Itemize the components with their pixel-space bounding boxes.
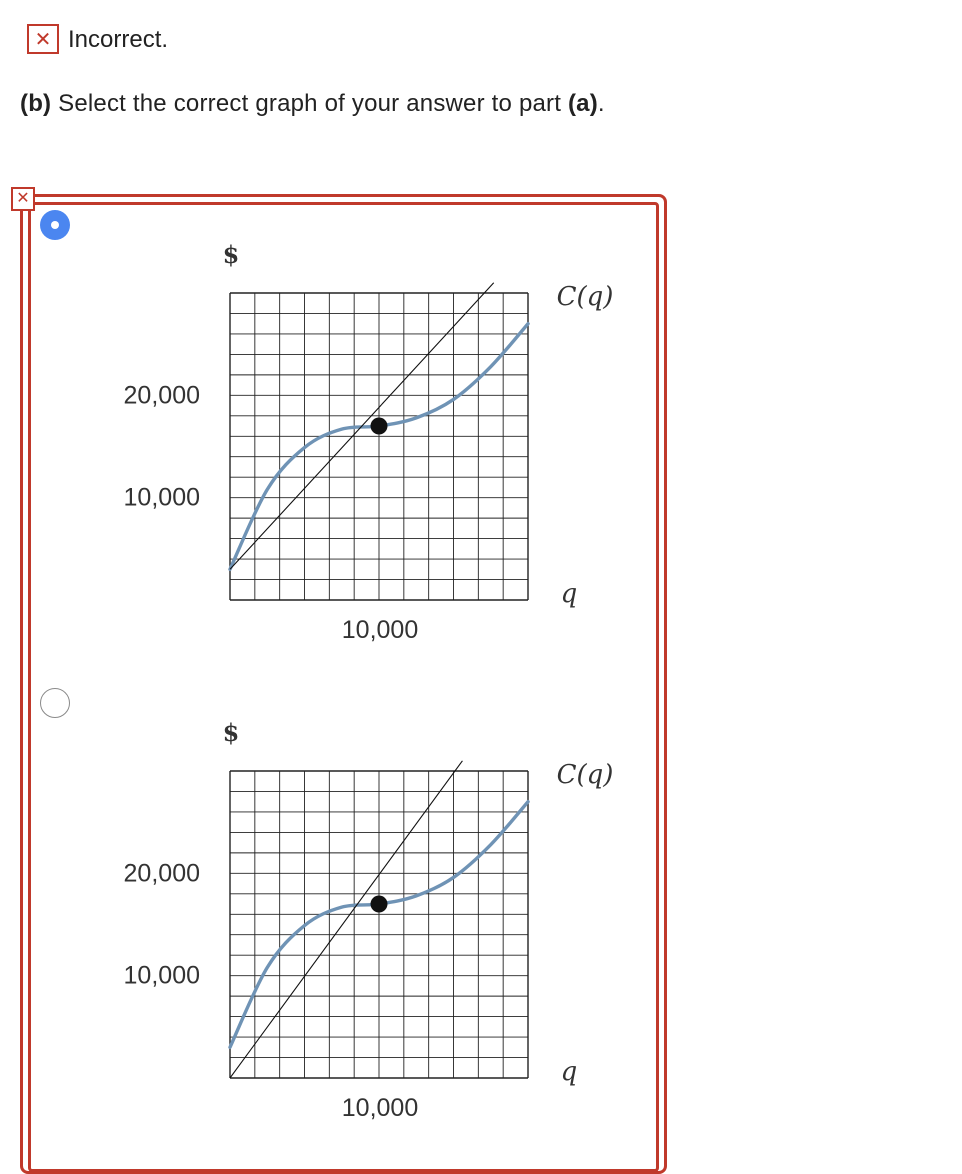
series-label: C(q) (556, 760, 614, 790)
linear-cost-line (230, 283, 494, 570)
question-body: Select the correct graph of your answer to part (51, 90, 568, 117)
question-text (20, 90, 605, 118)
intersection-point (371, 418, 388, 435)
option-2-radio[interactable] (40, 688, 70, 718)
linear-cost-line (230, 761, 462, 1078)
incorrect-icon: ✕ (27, 24, 59, 54)
cost-chart-2 (95, 708, 655, 1128)
cost-chart-1 (95, 230, 655, 650)
y-axis-label: $ (222, 240, 240, 269)
y-axis-label: $ (222, 718, 240, 747)
option-1-graph[interactable] (95, 230, 655, 650)
y-tick-label: 20,000 (123, 381, 200, 410)
y-tick-label: 10,000 (123, 961, 200, 990)
question-part: (b) (20, 90, 52, 117)
question-end: . (597, 90, 605, 117)
wrong-answer-icon: ✕ (11, 187, 35, 211)
x-tick-label: 10,000 (341, 1094, 419, 1122)
question-ref: (a) (567, 90, 598, 117)
option-1-radio[interactable] (40, 210, 70, 240)
y-tick-label: 10,000 (123, 483, 200, 512)
x-axis-label: q (560, 1057, 578, 1087)
y-tick-label: 20,000 (123, 859, 200, 888)
option-2-graph[interactable] (95, 708, 655, 1128)
intersection-point (371, 896, 388, 913)
x-axis-label: q (560, 579, 578, 609)
x-tick-label: 10,000 (341, 616, 419, 644)
series-label: C(q) (556, 282, 614, 312)
status-text: Incorrect. (68, 26, 169, 53)
